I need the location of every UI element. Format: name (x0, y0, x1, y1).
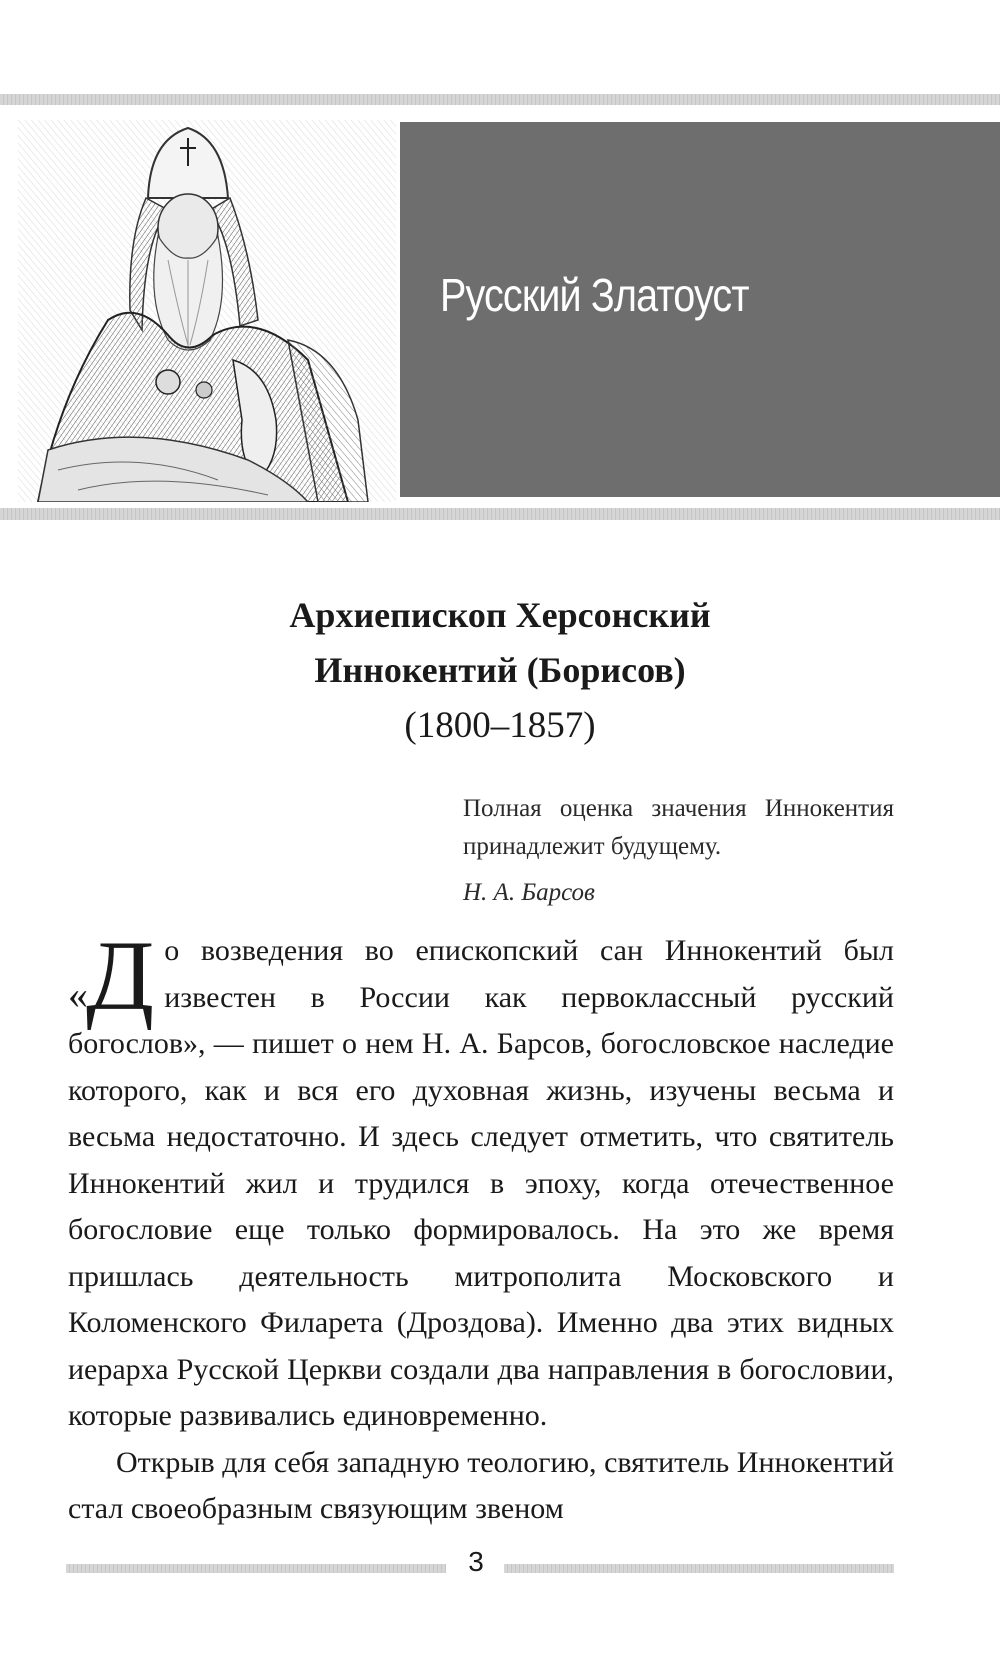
paragraph (68, 1440, 894, 1533)
footer-rule-right (504, 1564, 894, 1573)
paragraph-text: Открыв для себя западную теологию, святитель Иннокентий стал своеобразным связующим звеном (68, 1445, 894, 1525)
archbishop-portrait-engraving (18, 120, 396, 502)
header-bottom-rule (0, 508, 1000, 520)
paragraph (68, 920, 894, 1440)
epigraph (463, 790, 894, 912)
chapter-heading-line-1: Архиепископ Херсонский (289, 595, 711, 635)
header-top-rule (0, 94, 1000, 105)
opening-quote-mark: « (68, 972, 88, 1017)
body-text (68, 920, 894, 1533)
epigraph-author: Н. А. Барсов (463, 879, 595, 906)
chapter-heading-line-2: Иннокентий (Борисов) (314, 650, 686, 690)
chapter-years: (1800–1857) (404, 705, 596, 746)
section-title: Русский Златоуст (440, 269, 749, 321)
drop-cap: Д (86, 920, 155, 1031)
footer-rule-left (66, 1564, 446, 1573)
page-number: 3 (468, 1546, 484, 1577)
epigraph-text: Полная оценка значения Иннокентия принадлежит будущему. (463, 795, 894, 860)
paragraph-text: о возведения во епископский сан Иннокентий был известен в России как первоклассный русский богослов», — пишет о нем Н. А. Барсов, богословское наследие которого, как и вся его духовная жизнь, изучены весьма и весьма недостаточно. И здесь следует отметить, что святитель Иннокентий жил и трудился в эпоху, когда отечественное богословие еще только формировалось. На это же время пришлась деятельность митрополита Московского и Коломенского Филарета (Дроздова). Именно два этих видных иерарха Русской Церкви создали два направления в богословии, которые развивались единовременно. (68, 934, 894, 1432)
